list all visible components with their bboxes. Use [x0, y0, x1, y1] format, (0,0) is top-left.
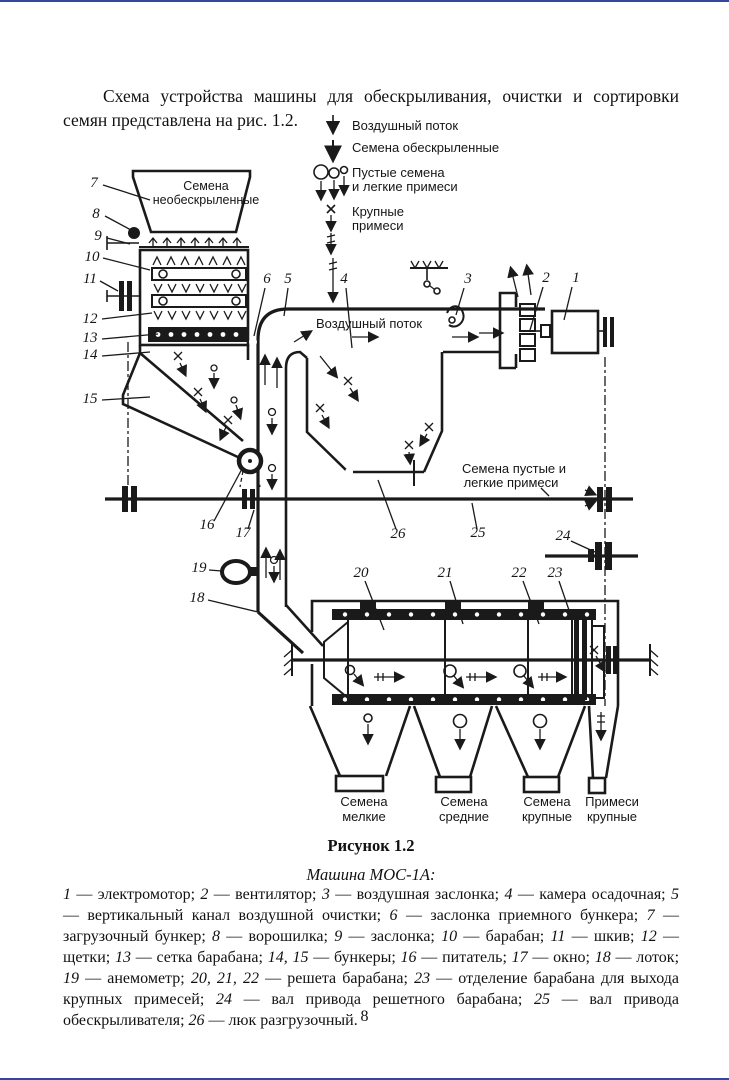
agitator	[139, 238, 249, 247]
air-duct	[294, 316, 501, 376]
outlet-big-label-1: Семена	[523, 794, 571, 809]
legend-label-empty-1: Пустые семена	[352, 165, 445, 180]
discharge-hatch-hinge	[345, 468, 353, 476]
callout-number: 5	[284, 271, 292, 287]
callout-number: 26	[390, 526, 406, 542]
callout-number: 8	[92, 206, 100, 222]
callout-leader	[284, 288, 288, 316]
legend-label-dewinged: Семена обескрыленные	[352, 140, 500, 155]
outlet-mid-label-1: Семена	[440, 794, 488, 809]
callout-number: 12	[82, 311, 98, 327]
figure-caption-subtitle: Машина МОС-1А:	[306, 865, 436, 884]
callout-number: 3	[464, 271, 472, 287]
page-number: 8	[360, 1008, 369, 1025]
callout-leader	[105, 216, 131, 230]
callout-leader	[100, 281, 118, 291]
callout-number: 19	[191, 560, 207, 576]
anemometer	[222, 561, 259, 583]
callout-number: 6	[263, 271, 271, 287]
outlet-mid-label-2: средние	[439, 809, 489, 824]
collection-hoppers	[310, 706, 639, 824]
outlet-impurities-label-1: Примеси	[585, 794, 639, 809]
brush-row-mid	[154, 284, 246, 292]
callout-number: 18	[189, 590, 205, 606]
outlet-impurities	[589, 778, 605, 793]
coarse-fall-arrow	[329, 258, 337, 300]
legend-empty-seeds-symbol	[314, 165, 348, 198]
callout-leader	[208, 600, 258, 612]
callout-leader	[102, 313, 152, 319]
drum-shaft-lower	[152, 295, 246, 307]
chamber-impurity-symbols	[316, 377, 433, 462]
drum-screen	[148, 327, 248, 342]
drum-screen-bottom	[332, 694, 596, 705]
callout-number: 25	[470, 525, 486, 541]
callout-number: 7	[90, 175, 98, 191]
callout-number: 17	[235, 525, 251, 541]
outlet-mid	[436, 777, 471, 792]
drum-bearing-left	[284, 644, 292, 676]
callout-leader	[564, 287, 572, 320]
legend-label-air-flow: Воздушный поток	[352, 118, 459, 133]
empty-seeds-label-2: легкие примеси	[463, 475, 559, 490]
legend-coarse-symbol	[327, 205, 335, 252]
drum-shaft-upper	[152, 268, 246, 280]
drum-end-cap	[592, 626, 604, 698]
brush-row-bottom	[154, 311, 246, 319]
falling-seeds-symbols	[174, 352, 240, 438]
drive-pulley	[107, 281, 140, 311]
intro-paragraph: Схема устройства машины для обескрыливания, очистки и сортировки семян представлена на рис. 1.2.	[63, 85, 679, 130]
callout-number: 16	[199, 517, 215, 533]
parts-list: 1 — электромотор; 2 — вентилятор; 3 — воздушная заслонка; 4 — камера осадочная; 5 — вертикальный канал воздушной очистки; 6 — заслонка приемного бункера; 7 — загрузочный бункер; 8 — ворошилка; 9 — заслонка; 10 — барабан; 11 — шкив; 12 — щетки; 13 — сетка барабана; 14, 15 — бункеры; 16 — питатель; 17 — окно; 18 — лоток; 19 — анемометр; 20, 21, 22 — решета барабана; 23 — отделение барабана для выхода крупных примесей; 24 — вал привода решетного барабана; 25 — вал привода обескрыливателя; 26 — люк разгрузочный.	[63, 886, 680, 1029]
callout-leader	[103, 258, 150, 270]
drum-bearing-right	[650, 644, 658, 676]
outlet-impurities-label-2: крупные	[586, 809, 638, 824]
callout-number: 11	[83, 271, 97, 287]
callout-number: 9	[94, 228, 102, 244]
outlet-big-label-2: крупные	[521, 809, 573, 824]
figure-caption-title: Рисунок 1.2	[327, 836, 415, 855]
callout-number: 10	[84, 249, 100, 265]
callout-number: 14	[82, 347, 98, 363]
outlet-small	[336, 776, 383, 791]
legend-label-empty-2: и легкие примеси	[352, 179, 458, 194]
callout-number: 24	[555, 528, 571, 544]
legend-label-coarse-1: Крупные	[352, 204, 404, 219]
sieve-drum-assembly	[284, 601, 658, 706]
channel-flow-symbols	[265, 357, 280, 580]
brush-row-top	[153, 257, 245, 265]
outlet-small-label-2: мелкие	[342, 809, 386, 824]
callout-number: 15	[82, 391, 98, 407]
callout-number: 4	[340, 271, 348, 287]
callout-number: 13	[82, 330, 98, 346]
callout-leader	[209, 570, 222, 571]
hopper-label-1: Семена	[183, 179, 229, 193]
callout-number: 20	[353, 565, 369, 581]
callout-leader	[103, 185, 150, 200]
drum-section-symbols	[346, 646, 605, 686]
bunkers	[123, 342, 248, 488]
callout-leader	[378, 480, 396, 529]
callout-leader	[102, 397, 150, 400]
callout-leader	[214, 467, 243, 521]
legend-label-coarse-2: примеси	[352, 218, 404, 233]
settling-chamber	[307, 352, 442, 486]
callout-number: 22	[511, 565, 527, 581]
callout-numbers	[83, 175, 596, 630]
dewinger-unit	[107, 171, 259, 488]
outlet-small-label-1: Семена	[340, 794, 388, 809]
callout-number: 1	[572, 270, 580, 286]
hopper-label-2: необескрыленные	[152, 193, 260, 207]
fan-exhaust-arrow	[527, 267, 531, 295]
outlet-big	[524, 777, 559, 792]
callout-number: 2	[542, 270, 550, 286]
hopper-gate-valve	[249, 338, 257, 346]
duct-flow-arrows	[294, 332, 501, 376]
callout-number: 21	[437, 565, 453, 581]
callout-leader	[571, 541, 595, 552]
callout-number: 23	[547, 565, 563, 581]
empty-seeds-label-1: Семена пустые и	[461, 461, 567, 476]
duct-airflow-label: Воздушный поток	[316, 316, 423, 331]
